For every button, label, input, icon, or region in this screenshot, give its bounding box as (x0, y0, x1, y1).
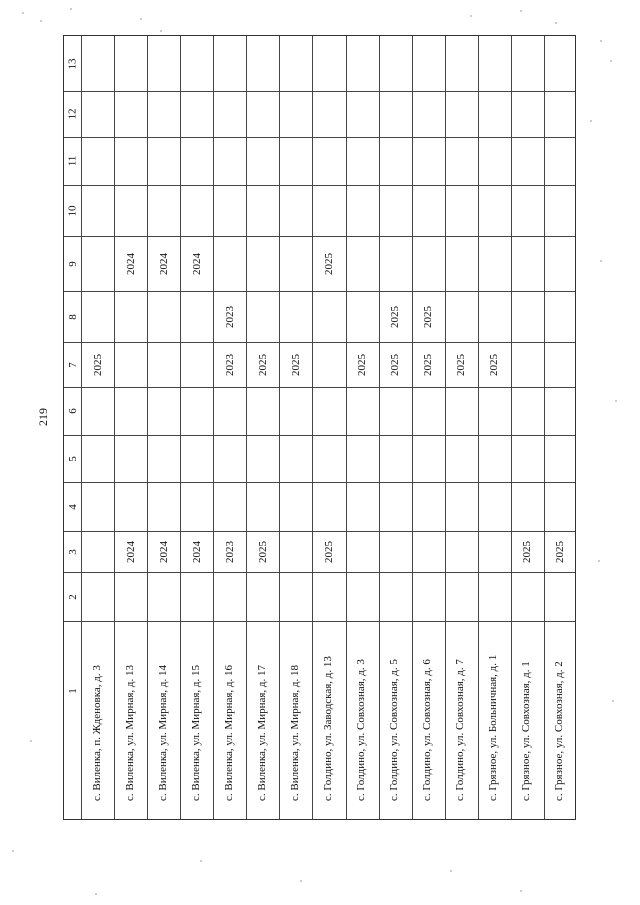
scan-noise (612, 700, 614, 702)
row-divider (445, 36, 446, 819)
year-cell (279, 342, 312, 387)
year-value: 2025 (256, 353, 269, 376)
year-cell (412, 342, 445, 387)
scan-noise (30, 740, 32, 742)
year-value: 2025 (389, 353, 402, 376)
year-cell (246, 531, 279, 572)
scan-noise (140, 18, 142, 20)
row-divider (81, 36, 82, 819)
scan-noise (598, 560, 600, 562)
year-value: 2024 (190, 252, 203, 275)
year-cell (180, 236, 213, 291)
year-cell (81, 342, 114, 387)
column-header (64, 342, 81, 387)
year-value: 2025 (422, 353, 435, 376)
address-cell: с. Грязное, ул. Больничная, д. 1 (487, 654, 500, 801)
scan-noise (520, 890, 522, 892)
year-cell (312, 236, 345, 291)
scan-noise (450, 870, 452, 872)
row-divider (544, 36, 545, 819)
row-divider (279, 36, 280, 819)
year-value: 2025 (488, 353, 501, 376)
year-cell (544, 531, 577, 572)
year-value: 2025 (389, 305, 402, 328)
column-header (64, 435, 81, 482)
scan-noise (200, 860, 202, 862)
column-header (64, 387, 81, 435)
scan-noise (555, 22, 557, 24)
scan-noise (600, 260, 602, 262)
row-divider (312, 36, 313, 819)
column-divider (64, 621, 575, 622)
address-cell: с. Голдино, ул. Совхозная, д. 6 (421, 659, 434, 801)
year-value: 2025 (422, 305, 435, 328)
column-header-label: 10 (66, 205, 79, 216)
scan-noise (300, 880, 302, 882)
year-cell (213, 531, 246, 572)
column-header-label: 3 (66, 548, 79, 555)
column-divider (64, 291, 575, 292)
row-divider (379, 36, 380, 819)
year-value: 2023 (223, 353, 236, 376)
address-cell: с. Грязное, ул. Совхозная, д. 1 (520, 661, 533, 801)
address-cell: с. Виленка, ул. Мирная, д. 15 (189, 664, 202, 801)
column-header-label: 6 (66, 408, 79, 414)
year-value: 2024 (124, 540, 137, 563)
year-cell (312, 531, 345, 572)
address-cell: с. Голдино, ул. Заводская, д. 13 (322, 656, 334, 801)
column-header-label: 5 (66, 455, 79, 462)
address-cell: с. Виленка, ул. Мирная, д. 17 (255, 664, 268, 801)
year-value: 2025 (256, 540, 269, 563)
row-divider (213, 36, 214, 819)
address-cell: с. Голдино, ул. Совхозная, д. 5 (388, 659, 401, 801)
year-cell (114, 236, 147, 291)
address-cell: с. Виленка, ул. Мирная, д. 16 (222, 664, 235, 801)
column-divider (64, 435, 575, 436)
column-header-label: 13 (66, 58, 79, 69)
scan-noise (70, 8, 72, 10)
scan-noise (600, 40, 602, 42)
column-header (64, 482, 81, 531)
row-divider (147, 36, 148, 819)
column-header (64, 531, 81, 572)
year-cell (379, 342, 412, 387)
column-divider (64, 185, 575, 186)
column-header (64, 572, 81, 621)
column-header-label: 4 (66, 503, 79, 510)
year-value: 2025 (91, 353, 104, 376)
scan-noise (160, 30, 162, 32)
row-divider (114, 36, 115, 819)
column-header-label: 7 (66, 361, 79, 368)
year-cell (445, 342, 478, 387)
year-value: 2025 (356, 353, 369, 376)
year-value: 2025 (289, 353, 302, 376)
row-divider (346, 36, 347, 819)
year-cell (213, 342, 246, 387)
scan-noise (95, 893, 97, 895)
address-cell: с. Виленка, ул. Мирная, д. 14 (156, 664, 169, 801)
column-divider (64, 91, 575, 92)
year-value: 2025 (554, 540, 567, 563)
scan-noise (470, 15, 472, 17)
year-cell (147, 236, 180, 291)
column-header (64, 236, 81, 291)
year-cell (213, 291, 246, 342)
row-divider (478, 36, 479, 819)
address-cell: с. Виленка, ул. Мирная, д. 13 (123, 664, 136, 801)
column-header-label: 2 (66, 593, 79, 600)
year-cell (180, 531, 213, 572)
column-header (64, 36, 81, 91)
year-value: 2025 (455, 353, 468, 376)
column-header (64, 291, 81, 342)
page-number: 219 (36, 408, 50, 426)
column-divider (64, 387, 575, 388)
row-divider (412, 36, 413, 819)
scan-noise (615, 400, 617, 402)
column-divider (64, 572, 575, 573)
column-header (64, 91, 81, 137)
data-table (63, 35, 576, 820)
year-value: 2025 (322, 540, 335, 563)
address-cell: с. Голдино, ул. Совхозная, д. 7 (454, 659, 467, 801)
year-value: 2025 (322, 252, 335, 275)
column-header-label: 1 (66, 688, 79, 694)
address-cell: с. Виленка, п. Жденовка, д. 3 (90, 665, 103, 801)
column-divider (64, 482, 575, 483)
year-value: 2023 (223, 305, 236, 328)
scan-noise (12, 850, 14, 852)
year-value: 2024 (157, 540, 170, 563)
address-cell: с. Голдино, ул. Совхозная, д. 3 (355, 659, 368, 801)
year-cell (147, 531, 180, 572)
column-header-label: 12 (66, 108, 79, 120)
year-value: 2024 (124, 252, 137, 275)
column-header-label: 8 (66, 313, 79, 320)
year-cell (478, 342, 511, 387)
year-value: 2025 (521, 540, 534, 563)
column-header-label: 11 (66, 155, 79, 167)
year-value: 2023 (223, 540, 236, 563)
year-cell (412, 291, 445, 342)
scan-noise (610, 60, 612, 62)
scan-noise (590, 120, 592, 122)
year-cell (511, 531, 544, 572)
column-header (64, 681, 81, 701)
row-divider (511, 36, 512, 819)
row-divider (246, 36, 247, 819)
year-value: 2024 (190, 540, 203, 563)
column-header (64, 185, 81, 236)
column-header-label: 9 (66, 260, 79, 267)
year-cell (379, 291, 412, 342)
year-cell (246, 342, 279, 387)
scan-noise (520, 10, 522, 12)
year-cell (346, 342, 379, 387)
column-divider (64, 137, 575, 138)
year-value: 2024 (157, 252, 170, 275)
scan-noise (40, 20, 42, 22)
row-divider (180, 36, 181, 819)
scan-noise (22, 12, 24, 14)
address-cell: с. Грязное, ул. Совхозная, д. 2 (553, 661, 566, 801)
column-header (64, 137, 81, 185)
year-cell (114, 531, 147, 572)
address-cell: с. Виленка, ул. Мирная, д. 18 (288, 664, 301, 801)
